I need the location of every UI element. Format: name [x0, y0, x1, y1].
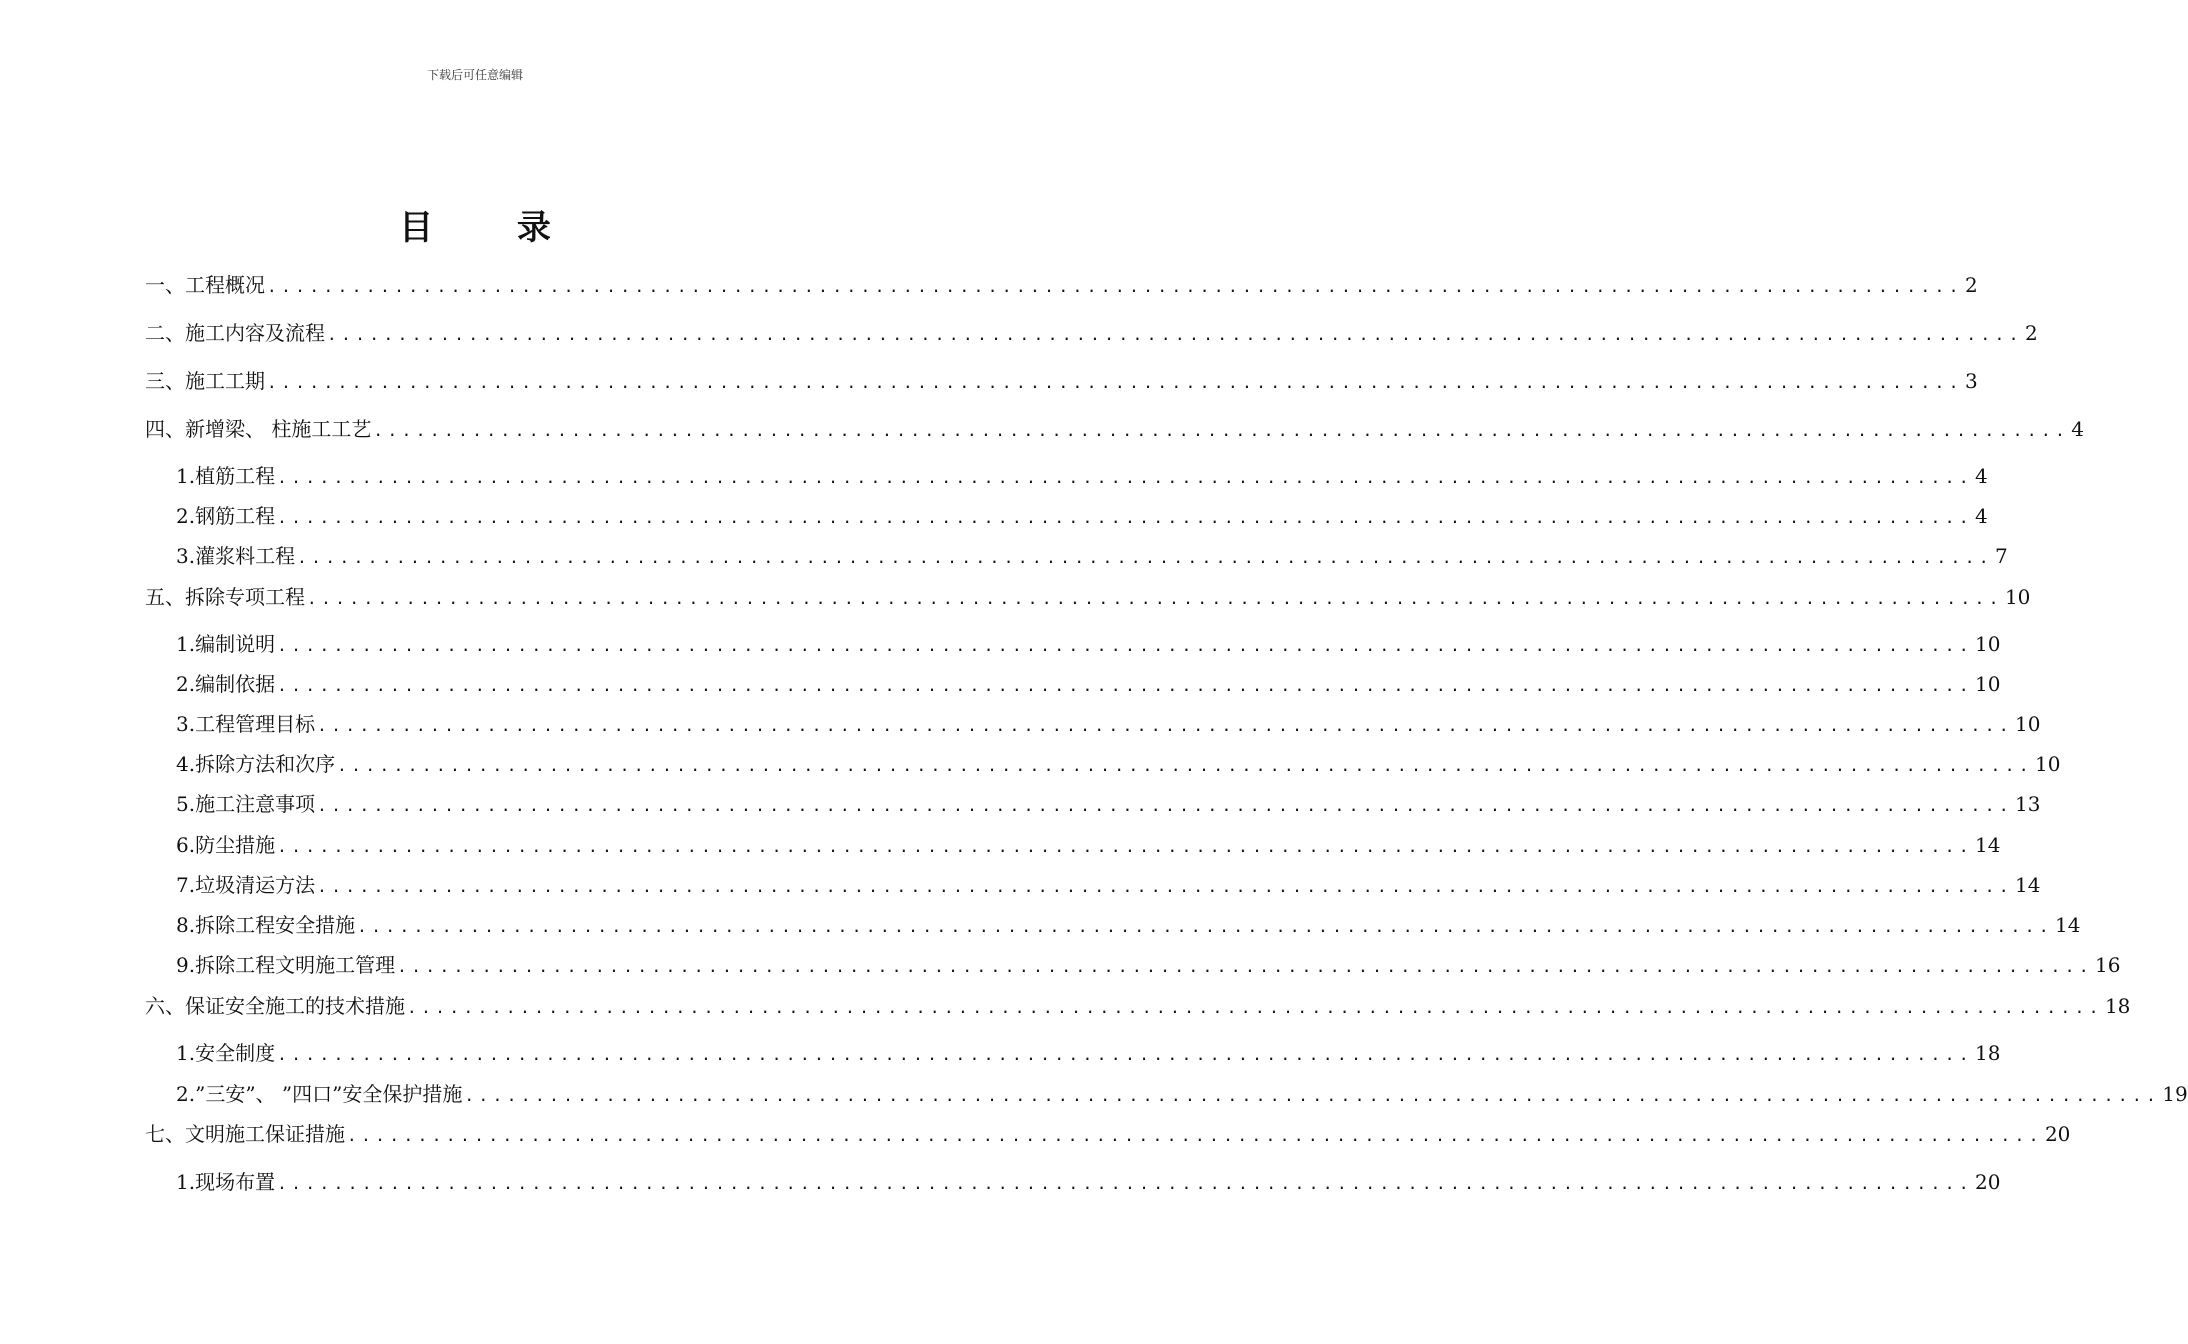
toc-entry-page: 18 [1975, 1041, 2001, 1065]
toc-entry-label: 施工注意事项 [195, 792, 316, 816]
toc-entry[interactable] [145, 368, 1978, 396]
toc-entry-page: 14 [2055, 913, 2081, 937]
toc-entry-page: 4 [2071, 417, 2085, 441]
toc-entry-page: 10 [2015, 712, 2041, 736]
toc-entry-page: 10 [1975, 632, 2001, 656]
toc-entry-page: 14 [1975, 833, 2001, 857]
toc-entry-page: 4 [1975, 464, 1988, 488]
toc-leader-dots: ........................................................................................................................ [277, 636, 1974, 655]
toc-entry-page: 14 [2015, 873, 2041, 897]
toc-entry[interactable] [176, 543, 2008, 571]
toc-entry-number: 四、 [145, 417, 185, 441]
toc-leader-dots: ........................................................................................................................ [397, 957, 2094, 976]
toc-entry-label: 保证安全施工的技术措施 [185, 994, 405, 1018]
toc-entry-number: 七、 [145, 1122, 185, 1146]
toc-entry-label: 施工内容及流程 [185, 321, 325, 345]
toc-leader-dots: ........................................................................................................................ [277, 508, 1974, 527]
toc-entry[interactable] [176, 791, 2041, 819]
toc-entry[interactable] [145, 320, 2038, 348]
toc-entry[interactable] [176, 711, 2041, 739]
toc-leader-dots: ........................................................................................................................ [407, 998, 2103, 1017]
toc-entry-label: 工程管理目标 [195, 712, 316, 736]
toc-entry-number: 3. [176, 544, 196, 568]
toc-entry[interactable] [176, 503, 1988, 531]
toc-entry-number: 7. [176, 873, 196, 897]
toc-entry-label: 编制说明 [195, 632, 276, 656]
toc-leader-dots: ........................................................................................................................ [277, 468, 1974, 487]
toc-leader-dots: ........................................................................................................................ [307, 589, 2003, 608]
toc-entry-label: 防尘措施 [195, 833, 276, 857]
toc-leader-dots: ........................................................................................................................ [317, 796, 2014, 815]
toc-entry-page: 7 [1995, 544, 2008, 568]
toc-entry-number: 8. [176, 913, 196, 937]
toc-entry[interactable] [145, 416, 2085, 444]
toc-entry-label: 文明施工保证措施 [185, 1122, 345, 1146]
toc-entry-number: 2. [176, 672, 196, 696]
toc-entry-number: 1. [176, 1170, 196, 1194]
toc-leader-dots: ........................................................................................................................ [277, 676, 1974, 695]
page-title: 目 录 [399, 208, 587, 248]
toc-leader-dots: ........................................................................................................................ [277, 1174, 1974, 1193]
toc-leader-dots: ........................................................................................................................ [347, 1126, 2043, 1145]
toc-leader-dots: ........................................................................................................................ [267, 277, 1963, 296]
toc-entry[interactable] [176, 1040, 2001, 1068]
toc-entry-number: 9. [176, 953, 196, 977]
toc-entry[interactable] [145, 1121, 2071, 1149]
toc-leader-dots: ........................................................................................................................ [297, 548, 1994, 567]
toc-entry-page: 10 [2035, 752, 2061, 776]
toc-entry-page: 10 [2004, 585, 2031, 609]
toc-entry-page: 16 [2095, 953, 2121, 977]
toc-entry-label: 拆除方法和次序 [195, 752, 336, 776]
toc-entry[interactable] [176, 952, 2121, 980]
toc-entry[interactable] [176, 1081, 2188, 1109]
toc-entry-label: 现场布置 [195, 1170, 276, 1194]
toc-entry-number: 六、 [145, 994, 185, 1018]
toc-entry-number: 2. [176, 504, 196, 528]
toc-entry[interactable] [176, 463, 1988, 491]
toc-entry-number: 三、 [145, 369, 185, 393]
toc-entry-label: 施工工期 [185, 369, 265, 393]
toc-entry-page: 2 [2024, 321, 2038, 345]
toc-entry[interactable] [176, 1169, 2001, 1197]
toc-entry-number: 5. [176, 792, 196, 816]
toc-entry-page: 20 [2044, 1122, 2071, 1146]
toc-entry-page: 3 [1964, 369, 1978, 393]
toc-entry-label: 拆除专项工程 [185, 585, 305, 609]
toc-entry[interactable] [145, 272, 1978, 300]
toc-leader-dots: ........................................................................................................................ [373, 421, 2070, 440]
toc-entry-label: 垃圾清运方法 [195, 873, 316, 897]
toc-entry[interactable] [176, 631, 2001, 659]
toc-entry[interactable] [176, 872, 2041, 900]
toc-leader-dots: ........................................................................................................................ [277, 1045, 1974, 1064]
toc-entry-page: 2 [1964, 273, 1978, 297]
toc-entry-number: 五、 [145, 585, 185, 609]
toc-entry-label: 植筋工程 [195, 464, 276, 488]
toc-entry[interactable] [145, 584, 2031, 612]
toc-entry-label: 新增梁、 柱施工工艺 [185, 417, 372, 441]
toc-entry[interactable] [176, 832, 2001, 860]
toc-entry-number: 4. [176, 752, 196, 776]
toc-leader-dots: ........................................................................................................................ [277, 837, 1974, 856]
toc-leader-dots: ........................................................................................................................ [317, 716, 2014, 735]
toc-entry-number: 2. [176, 1082, 196, 1106]
toc-entry[interactable] [176, 671, 2001, 699]
toc-leader-dots: ........................................................................................................................ [267, 373, 1963, 392]
page-header-note: 下载后可任意编辑 [426, 68, 523, 82]
toc-entry-label: 安全制度 [195, 1041, 276, 1065]
toc-leader-dots: ........................................................................................................................ [337, 756, 2034, 775]
toc-leader-dots: ........................................................................................................................ [357, 917, 2054, 936]
toc-entry-page: 20 [1975, 1170, 2001, 1194]
toc-leader-dots: ........................................................................................................................ [327, 325, 2023, 344]
toc-entry-page: 10 [1975, 672, 2001, 696]
toc-entry-label: 拆除工程文明施工管理 [195, 953, 396, 977]
toc-entry-label: 灌浆料工程 [195, 544, 296, 568]
toc-entry-number: 1. [176, 464, 196, 488]
toc-entry-label: 工程概况 [185, 273, 265, 297]
toc-entry-page: 18 [2104, 994, 2131, 1018]
toc-entry[interactable] [145, 993, 2131, 1021]
toc-entry-label: 拆除工程安全措施 [195, 913, 356, 937]
toc-entry-page: 19 [2162, 1082, 2188, 1106]
toc-leader-dots: ........................................................................................................................ [464, 1086, 2161, 1105]
toc-entry-page: 4 [1975, 504, 1988, 528]
toc-entry-number: 3. [176, 712, 196, 736]
toc-entry-label: 钢筋工程 [195, 504, 276, 528]
toc-entry-number: 二、 [145, 321, 185, 345]
toc-leader-dots: ........................................................................................................................ [317, 877, 2014, 896]
toc-entry-label: ”三安”、 ”四口”安全保护措施 [195, 1082, 463, 1106]
toc-entry[interactable] [176, 751, 2061, 779]
toc-entry-label: 编制依据 [195, 672, 276, 696]
toc-entry-number: 1. [176, 632, 196, 656]
toc-entry-number: 6. [176, 833, 196, 857]
toc-entry-number: 1. [176, 1041, 196, 1065]
toc-entry-number: 一、 [145, 273, 185, 297]
toc-entry-page: 13 [2015, 792, 2041, 816]
toc-entry[interactable] [176, 912, 2081, 940]
